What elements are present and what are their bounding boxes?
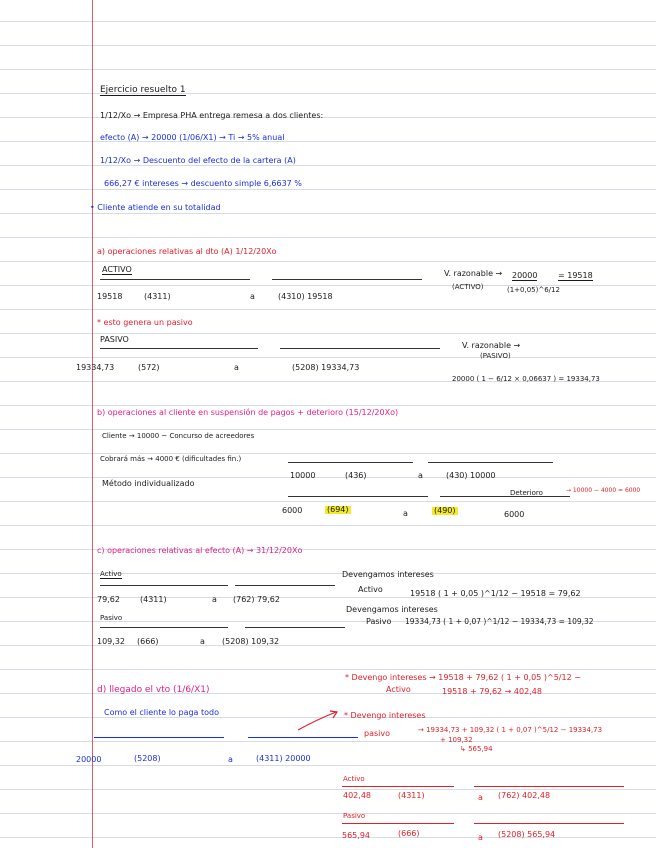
section-b-line-3: Método individualizado — [102, 479, 195, 488]
vr-pasivo-sub: (PASIVO) — [480, 352, 511, 360]
journal-rule — [94, 737, 224, 738]
devengo-a-line: 19518 + 79,62 → 402,48 — [442, 687, 542, 696]
section-a-heading: a) operaciones relativas al dto (A) 1/12/20Xo — [97, 247, 277, 256]
journal-rule — [428, 462, 553, 463]
entry-a2-credit: (5208) 19334,73 — [292, 363, 360, 372]
vr-pasivo-label: V. razonable → — [462, 341, 521, 350]
entry-d3-amount: 565,94 — [342, 831, 370, 840]
entry-b2-debit-highlight: (694) — [327, 505, 349, 514]
devengo1-formula: 19518 ( 1 + 0,05 )^1/12 − 19518 = 79,62 — [410, 589, 581, 598]
entry-c2-debit: (666) — [137, 637, 159, 646]
intro-line-5: • Cliente atiende en su totalidad — [90, 203, 221, 212]
journal-rule — [288, 496, 428, 497]
entry-b2-amount: 6000 — [282, 506, 303, 515]
devengo-b-line2: + 109,32 — [440, 736, 473, 744]
margin-line — [92, 0, 93, 848]
journal-rule — [235, 585, 335, 586]
journal-rule — [288, 462, 413, 463]
entry-d1-debit: (5208) — [134, 754, 161, 763]
section-d-heading: d) llegado el vto (1/6/X1) — [97, 685, 210, 695]
journal-rule — [248, 737, 358, 738]
journal-rule — [100, 279, 250, 280]
intro-line-3: 1/12/Xo → Descuento del efecto de la cartera (A) — [100, 156, 296, 165]
entry-b2-right: 6000 — [504, 510, 525, 519]
journal-rule — [440, 496, 570, 497]
devengo-b-formula: → 19334,73 + 109,32 ( 1 + 0,07 )^5/12 − 19334,73 — [418, 726, 603, 734]
entry-d2-amount: 402,48 — [343, 791, 371, 800]
section-a-pasivo-label: PASIVO — [100, 335, 129, 344]
vr-activo-result: = 19518 — [558, 271, 593, 280]
devengo2-formula: 19334,73 ( 1 + 0,07 )^1/12 − 19334,73 = 109,32 — [405, 617, 594, 626]
entry-a1-a: a — [250, 292, 255, 301]
intro-line-4: 666,27 € intereses → descuento simple 6,6637 % — [104, 179, 302, 188]
section-d-pasivo-label: Pasivo — [343, 812, 366, 820]
entry-b1-a: a — [418, 471, 423, 480]
intro-line-2: efecto (A) → 20000 (1/06/X1) → Ti → 5% anual — [100, 133, 285, 142]
journal-rule — [100, 627, 228, 628]
journal-rule — [474, 823, 624, 824]
entry-d1-amount: 20000 — [76, 755, 102, 764]
section-a-activo-label: ACTIVO — [102, 265, 132, 274]
section-b-heading: b) operaciones al cliente en suspensión de pagos + deterioro (15/12/20Xo) — [97, 408, 399, 417]
entry-c2-credit: (5208) 109,32 — [222, 637, 280, 646]
entry-d3-debit: (666) — [398, 829, 420, 838]
entry-d2-debit: (4311) — [398, 791, 425, 800]
section-a-note: * esto genera un pasivo — [97, 318, 193, 327]
vr-activo-sub: (ACTIVO) — [452, 283, 484, 291]
entry-d3-credit: (5208) 565,94 — [498, 830, 556, 839]
entry-b1-amount: 10000 — [290, 471, 316, 480]
deterioro-note: → 10000 − 4000 = 6000 — [566, 487, 641, 494]
deterioro-label: Deterioro — [510, 489, 543, 497]
entry-c2-a: a — [200, 637, 205, 646]
entry-d2-a: a — [478, 793, 483, 802]
vr-activo-label: V. razonable → — [444, 269, 503, 278]
section-c-activo-label: Activo — [100, 570, 122, 578]
devengo-b-result: ↳ 565,94 — [460, 745, 493, 753]
entry-d3-a: a — [478, 833, 483, 842]
exercise-title: Ejercicio resuelto 1 — [100, 85, 186, 95]
entry-d1-a: a — [228, 755, 233, 764]
devengo1-sub: Activo — [358, 585, 383, 594]
devengo-b-sub: pasivo — [364, 729, 390, 738]
devengo2-label: Devengamos intereses — [346, 605, 438, 614]
entry-b1-debit: (436) — [345, 471, 367, 480]
entry-c1-amount: 79,62 — [97, 595, 120, 604]
entry-a1-debit: (4311) — [144, 292, 171, 301]
devengo-a-label: * Devengo intereses → 19518 + 79,62 ( 1 + 0,05 )^5/12 − — [345, 673, 581, 682]
entry-b2-a: a — [403, 509, 408, 518]
devengo2-sub: Pasivo — [366, 617, 392, 626]
entry-a2-debit: (572) — [138, 363, 160, 372]
section-b-line-1: Cliente → 10000 ~ Concurso de acreedores — [102, 432, 255, 440]
entry-a1-credit: (4310) 19518 — [278, 292, 333, 301]
descuento-formula: 20000 ( 1 − 6/12 × 0,06637 ) = 19334,73 — [452, 375, 600, 383]
journal-rule — [272, 279, 422, 280]
intro-line-1: 1/12/Xo → Empresa PHA entrega remesa a dos clientes: — [100, 111, 324, 120]
entry-a2-a: a — [234, 363, 239, 372]
journal-rule — [100, 585, 228, 586]
journal-rule — [342, 786, 454, 787]
entry-a2-amount: 19334,73 — [76, 363, 115, 372]
section-c-heading: c) operaciones relativas al efecto (A) → 31/12/20Xo — [97, 546, 303, 555]
entry-a1-amount: 19518 — [97, 292, 123, 301]
entry-c1-debit: (4311) — [140, 595, 167, 604]
devengo1-label: Devengamos intereses — [342, 570, 434, 579]
entry-c2-amount: 109,32 — [97, 637, 125, 646]
section-b-line-2: Cobrará más → 4000 € (dificultades fin.) — [100, 455, 242, 463]
entry-c1-a: a — [212, 595, 217, 604]
entry-b1-credit: (430) 10000 — [446, 471, 496, 480]
devengo-b-label: * Devengo intereses — [344, 711, 426, 720]
entry-c1-credit: (762) 79,62 — [233, 595, 280, 604]
vr-activo-denominator: (1+0,05)^6/12 — [507, 286, 560, 294]
journal-rule — [100, 348, 258, 349]
entry-b2-credit-highlight: (490) — [434, 506, 456, 515]
journal-rule — [280, 348, 440, 349]
journal-rule — [474, 786, 624, 787]
section-c-pasivo-label: Pasivo — [100, 614, 123, 622]
section-d-activo-label: Activo — [343, 775, 365, 783]
journal-rule — [342, 823, 454, 824]
entry-d2-credit: (762) 402,48 — [498, 791, 551, 800]
devengo-a-sub: Activo — [386, 685, 411, 694]
entry-d1-credit: (4311) 20000 — [256, 754, 311, 763]
section-d-line: Como el cliente lo paga todo — [104, 708, 220, 717]
arrow-icon — [296, 708, 342, 734]
vr-activo-numerator: 20000 — [512, 271, 538, 280]
journal-rule — [245, 627, 345, 628]
